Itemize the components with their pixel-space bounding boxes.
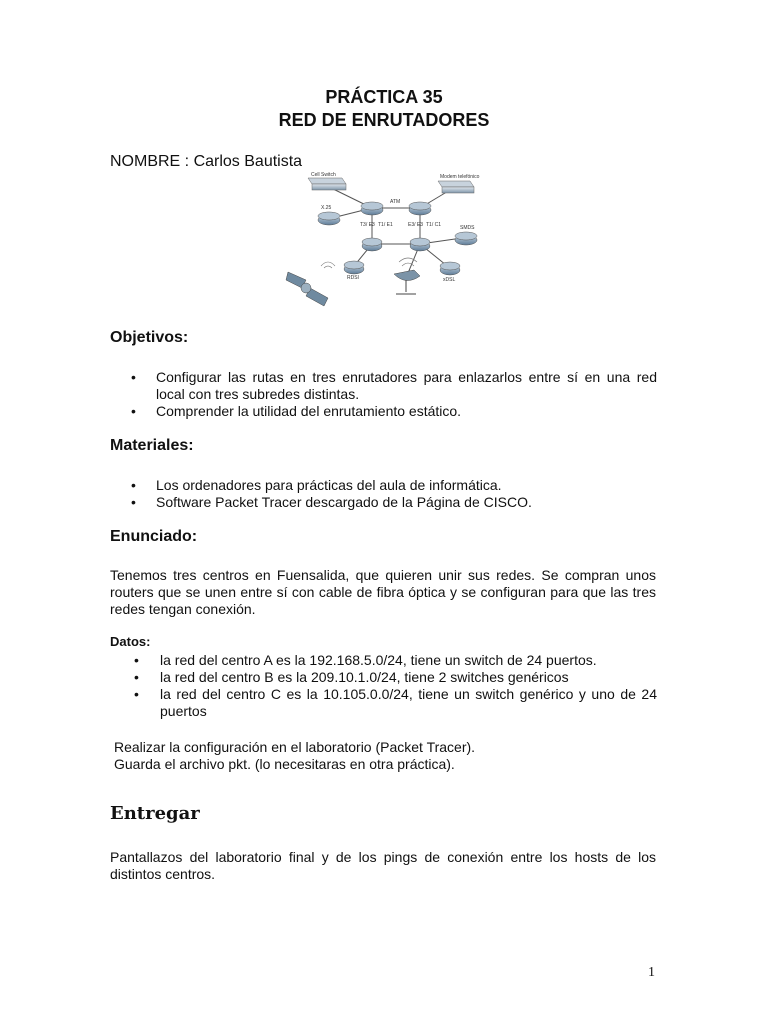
label-atm: ATM [390,199,401,205]
network-diagram [284,170,482,313]
router-icon [361,202,383,215]
datos-heading: Datos: [110,634,151,649]
enunciado-heading: Enunciado: [110,528,198,545]
instruction-line-2: Guarda el archivo pkt. (lo necesitaras en otra práctica). [114,756,455,772]
rdsi-router-icon [344,261,364,274]
document-title-line1: PRÁCTICA 35 [325,87,443,107]
objetivos-list [110,369,657,420]
modem-icon [438,181,474,193]
label-t3e3-left: T3/ E3 [360,222,375,228]
list-item: • la red del centro A es la 192.168.5.0/24, tiene un switch de 24 puertos. [110,652,657,669]
cell-switch-icon [308,178,346,190]
document-title-line2: RED DE ENRUTADORES [278,110,490,130]
xdsl-router-icon [440,262,460,275]
label-t1c1-right: T1/ C1 [426,222,442,228]
datos-list [110,652,657,720]
router-icon [409,202,431,215]
materiales-heading: Materiales: [110,437,194,454]
router-icon [410,238,430,251]
objetivos-heading: Objetivos: [110,329,189,346]
entregar-heading: Entregar [110,803,200,824]
list-item: • Software Packet Tracer descargado de la Página de CISCO. [110,494,657,511]
instruction-line-1: Realizar la configuración en el laboratorio (Packet Tracer). [114,739,476,755]
entregar-paragraph: Pantallazos del laboratorio final y de los pings de conexión entre los hosts de los distintos centros. [110,849,656,882]
label-xdsl: xDSL [443,277,456,283]
list-item: • la red del centro B es la 209.10.1.0/24, tiene 2 switches genéricos [110,669,657,686]
satellite-icon [286,262,335,306]
student-name: NOMBRE : Carlos Bautista [110,153,303,170]
page-number: 1 [648,965,655,980]
label-t1e1-left: T1/ E1 [378,222,393,228]
label-e3e3-right: E3/ E3 [408,222,424,228]
list-item: • Comprender la utilidad del enrutamiento estático. [110,403,657,420]
list-item: • Configurar las rutas en tres enrutadores para enlazarlos entre sí en una red local con tres subredes distintas. [110,369,657,403]
list-item: • Los ordenadores para prácticas del aula de informática. [110,477,657,494]
smds-router-icon [455,232,477,245]
label-rdsi: RDSI [347,275,359,281]
x25-router-icon [318,212,340,225]
materiales-list [110,477,657,511]
enunciado-paragraph: Tenemos tres centros en Fuensalida, que quieren unir sus redes. Se compran unos routers que se unen entre sí con cable de fibra óptica y se configuran para que las tres redes tengan conexión. [110,567,656,617]
label-smds: SMDS [460,225,475,231]
router-icon [362,238,382,251]
label-cell-switch: Cell Switch [311,172,336,178]
label-x25: X.25 [321,205,332,211]
satellite-dish-icon [394,258,420,294]
label-modem: Modem telefónico [440,174,480,180]
list-item: • la red del centro C es la 10.105.0.0/24, tiene un switch genérico y uno de 24 puertos [110,686,657,720]
